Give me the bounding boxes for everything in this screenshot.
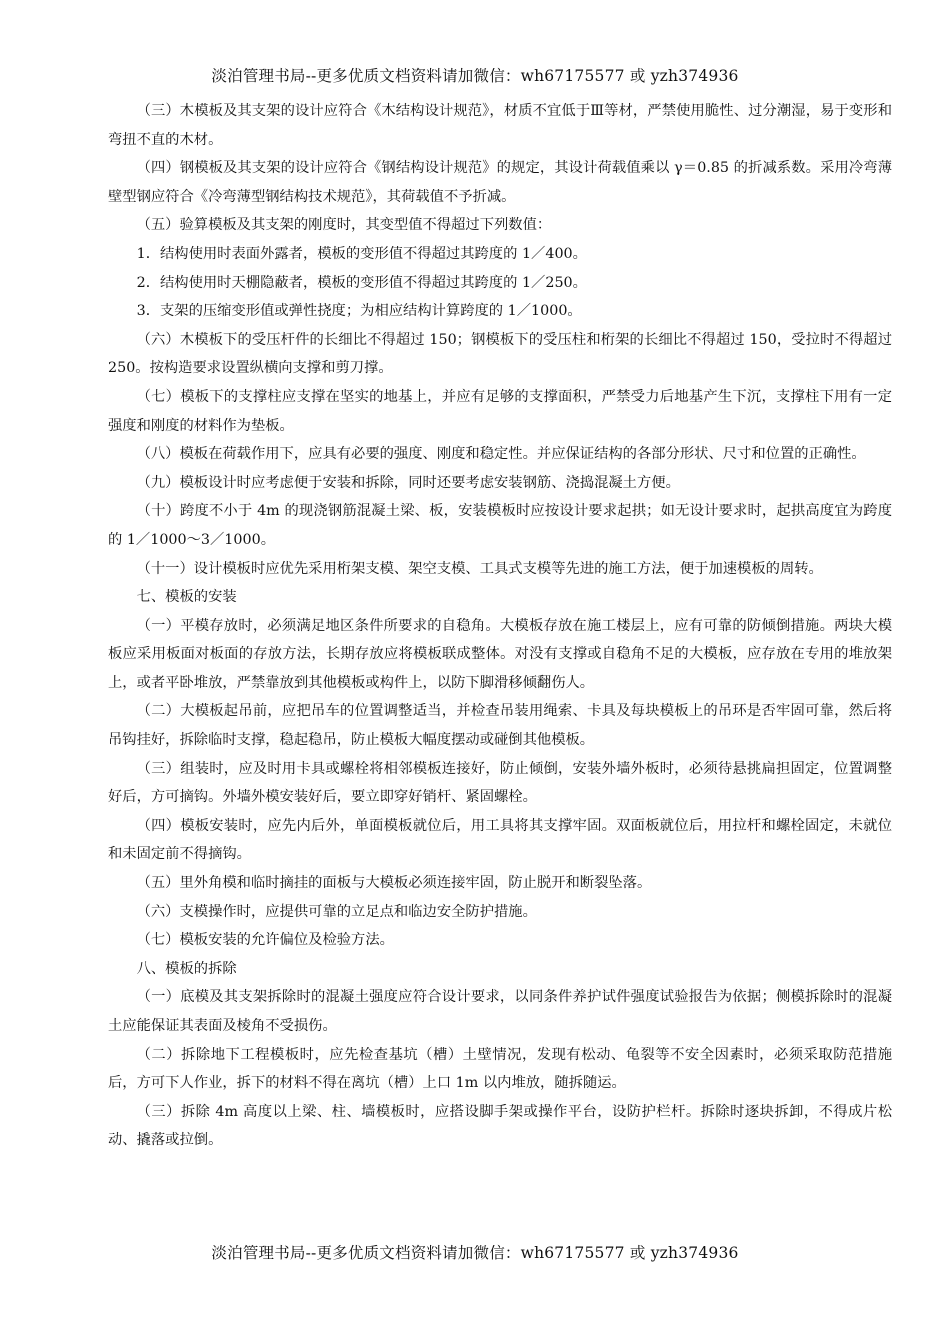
paragraph-5-stiffness: （五）验算模板及其支架的刚度时，其变型值不得超过下列数值： xyxy=(136,217,552,234)
install-item-4: （四）模板安装时，应先内后外，单面模板就位后，用工具将其支撑牢固。双面板就位后，用拉杆和螺栓固定，未就位和未固定前不得摘钩。 xyxy=(108,817,892,863)
install-item-7: （七）模板安装的允许偏位及检验方法。 xyxy=(136,932,394,949)
paragraph-7-support-columns: （七）模板下的支撑柱应支撑在坚实的地基上，并应有足够的支撑面积，严禁受力后地基产生下沉，支撑柱下用有一定强度和刚度的材料作为垫板。 xyxy=(108,388,892,434)
paragraph-8-strength: （八）模板在荷载作用下，应具有必要的强度、刚度和稳定性。并应保证结构的各部分形状、尺寸和位置的正确性。 xyxy=(136,446,866,463)
install-item-6: （六）支模操作时，应提供可靠的立足点和临边安全防护措施。 xyxy=(136,903,537,920)
install-item-1: （一）平模存放时，必须满足地区条件所要求的自稳角。大模板存放在施工楼层上，应有可靠的防倾倒措施。两块大模板应采用板面对板面的存放方法，长期存放应将模板联成整体。对没有支撑或自稳角不足的大模板，应存放在专用的堆放架上，或者平卧堆放，严禁靠放到其他模板或构件上，以防下脚滑移倾翻伤人。 xyxy=(108,617,892,691)
removal-item-1: （一）底模及其支架拆除时的混凝土强度应符合设计要求，以同条件养护试件强度试验报告为依据；侧模拆除时的混凝土应能保证其表面及棱角不受损伤。 xyxy=(108,989,892,1034)
removal-item-2: （二）拆除地下工程模板时，应先检查基坑（槽）土壁情况，发现有松动、龟裂等不安全因素时，必须采取防范措施后，方可下人作业，拆下的材料不得在离坑（槽）上口 1m 以内堆放，随拆随运。 xyxy=(108,1046,892,1092)
page-header: 淡泊管理书局--更多优质文档资料请加微信：wh67175577 或 yzh374936 xyxy=(211,67,739,85)
section-heading-installation: 七、模板的安装 xyxy=(136,589,237,606)
paragraph-3-wood-formwork: （三）木模板及其支架的设计应符合《木结构设计规范》，材质不宜低于Ⅲ等材，严禁使用脆性、过分潮湿，易于变形和弯扭不直的木材。 xyxy=(108,103,892,148)
paragraph-6-slenderness: （六）木模板下的受压杆件的长细比不得超过 150；钢模板下的受压柱和桁架的长细比不得超过 150，受拉时不得超过 250。按构造要求设置纵横向支撑和剪刀撑。 xyxy=(108,331,892,377)
paragraph-11-methods: （十一）设计模板时应优先采用桁架支模、架空支模、工具式支模等先进的施工方法，便于加速模板的周转。 xyxy=(136,560,823,577)
removal-item-3: （三）拆除 4m 高度以上梁、柱、墙模板时，应搭设脚手架或操作平台，设防护栏杆。拆除时逐块拆卸，不得成片松动、撬落或拉倒。 xyxy=(108,1103,892,1149)
install-item-2: （二）大模板起吊前，应把吊车的位置调整适当，并检查吊装用绳索、卡具及每块模板上的吊环是否牢固可靠，然后将吊钩挂好，拆除临时支撑，稳起稳吊，防止模板大幅度摆动或碰倒其他模板。 xyxy=(108,703,892,749)
install-item-5: （五）里外角模和临时摘挂的面板与大模板必须连接牢固，防止脱开和断裂坠落。 xyxy=(136,875,652,892)
install-item-3: （三）组装时，应及时用卡具或螺栓将相邻模板连接好，防止倾倒，安装外墙外板时，必须待悬挑扁担固定，位置调整好后，方可摘钩。外墙外模安装好后，要立即穿好销杆、紧固螺栓。 xyxy=(108,760,892,806)
paragraph-10-camber: （十）跨度不小于 4m 的现浇钢筋混凝土梁、板，安装模板时应按设计要求起拱；如无设计要求时，起拱高度宜为跨度的 1／1000～3／1000。 xyxy=(108,503,892,548)
list-item-3: 3．支架的压缩变形值或弹性挠度；为相应结构计算跨度的 1／1000。 xyxy=(136,303,582,320)
list-item-2: 2．结构使用时天棚隐蔽者，模板的变形值不得超过其跨度的 1／250。 xyxy=(136,274,587,291)
list-item-1: 1．结构使用时表面外露者，模板的变形值不得超过其跨度的 1／400。 xyxy=(136,245,587,262)
section-heading-removal: 八、模板的拆除 xyxy=(136,960,237,977)
body-text xyxy=(108,97,892,1155)
page-footer: 淡泊管理书局--更多优质文档资料请加微信：wh67175577 或 yzh374936 xyxy=(211,1244,739,1262)
paragraph-4-steel-formwork: （四）钢模板及其支架的设计应符合《钢结构设计规范》的规定，其设计荷载值乘以 γ＝0.85 的折减系数。采用冷弯薄壁型钢应符合《冷弯薄型钢结构技术规范》，其荷载值不予折减。 xyxy=(108,160,892,205)
paragraph-9-installation-ease: （九）模板设计时应考虑便于安装和拆除，同时还要考虑安装钢筋、浇捣混凝土方便。 xyxy=(136,474,680,491)
